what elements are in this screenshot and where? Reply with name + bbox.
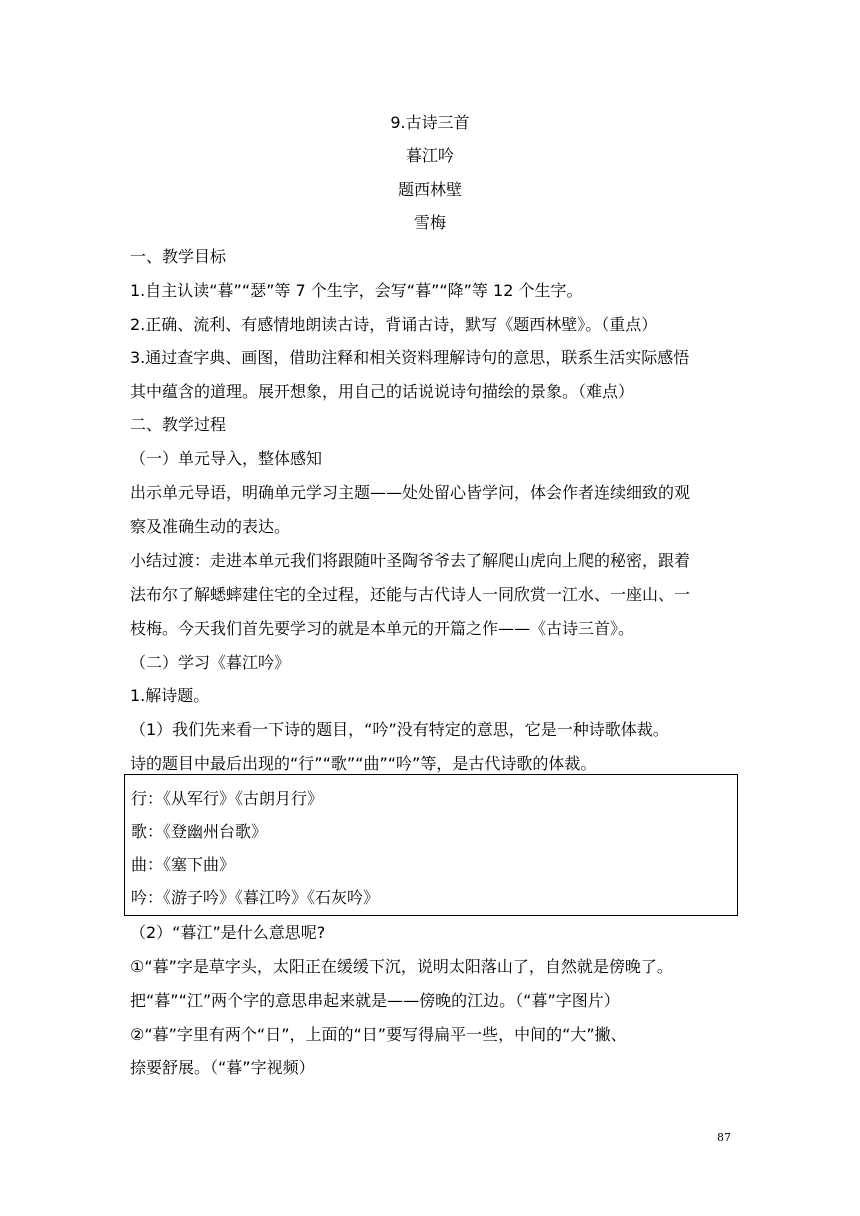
- genre-row-yin: 吟：《游子吟》《暮江吟》《石灰吟》: [131, 888, 380, 907]
- part-1-paragraph-2-line-1: 小结过渡：走进本单元我们将跟随叶圣陶爷爷去了解爬山虎向上爬的秘密，跟着: [130, 551, 691, 570]
- question-2: （2）“暮江”是什么意思呢?: [130, 923, 326, 942]
- goal-3-line-2: 其中蕴含的道理。展开想象，用自己的话说说诗句描绘的景象。（难点）: [130, 382, 635, 401]
- goals-heading: 一、教学目标: [130, 247, 227, 266]
- process-heading: 二、教学过程: [130, 415, 227, 434]
- genre-row-ge: 歌：《登幽州台歌》: [131, 822, 268, 841]
- part-1-paragraph-1-line-1: 出示单元导语，明确单元学习主题——处处留心皆学问，体会作者连续细致的观: [130, 483, 691, 502]
- part-1-paragraph-1-line-2: 察及准确生动的表达。: [130, 517, 291, 536]
- question-1-line-2: 诗的题目中最后出现的“行”“歌”“曲”“吟”等，是古代诗歌的体裁。: [130, 754, 597, 773]
- goal-2: 2.正确、流利、有感情地朗读古诗，背诵古诗，默写《题西林壁》。（重点）: [130, 315, 658, 334]
- answer-2-line-1: ②“暮”字里有两个“日”，上面的“日”要写得扁平一些，中间的“大”撇、: [130, 1025, 627, 1044]
- goal-3-line-1: 3.通过查字典、画图，借助注释和相关资料理解诗句的意思，联系生活实际感悟: [130, 348, 690, 367]
- lesson-title: 9.古诗三首: [390, 113, 470, 132]
- part-1-paragraph-2-line-2: 法布尔了解蟋蟀建住宅的全过程，还能与古代诗人一同欣赏一江水、一座山、一: [130, 585, 691, 604]
- genre-row-xing: 行：《从军行》《古朗月行》: [131, 789, 324, 808]
- poem-title-3: 雪梅: [413, 213, 446, 232]
- answer-1-line-2: 把“暮”“江”两个字的意思串起来就是——傍晚的江边。（“暮”字图片）: [130, 991, 620, 1010]
- genre-row-qu: 曲：《塞下曲》: [131, 855, 236, 874]
- poem-title-1: 暮江吟: [405, 146, 454, 165]
- part-2-heading: （二）学习《暮江吟》: [130, 653, 291, 672]
- question-1-line-1: （1）我们先来看一下诗的题目，“吟”没有特定的意思，它是一种诗歌体裁。: [130, 720, 669, 739]
- goal-1: 1.自主认读“暮”“瑟”等 7 个生字，会写“暮”“降”等 12 个生字。: [130, 281, 583, 300]
- part-1-heading: （一）单元导入，整体感知: [130, 449, 323, 468]
- answer-1-line-1: ①“暮”字是草字头，太阳正在缓缓下沉，说明太阳落山了，自然就是傍晚了。: [130, 957, 673, 976]
- page-number: 87: [717, 1131, 731, 1144]
- part-1-paragraph-2-line-3: 枝梅。今天我们首先要学习的就是本单元的开篇之作——《古诗三首》。: [130, 619, 635, 638]
- answer-2-line-2: 捺要舒展。（“暮”字视频）: [130, 1058, 315, 1077]
- genre-examples-box: [124, 774, 738, 916]
- step-1: 1.解诗题。: [130, 686, 210, 705]
- poem-title-2: 题西林壁: [397, 180, 462, 199]
